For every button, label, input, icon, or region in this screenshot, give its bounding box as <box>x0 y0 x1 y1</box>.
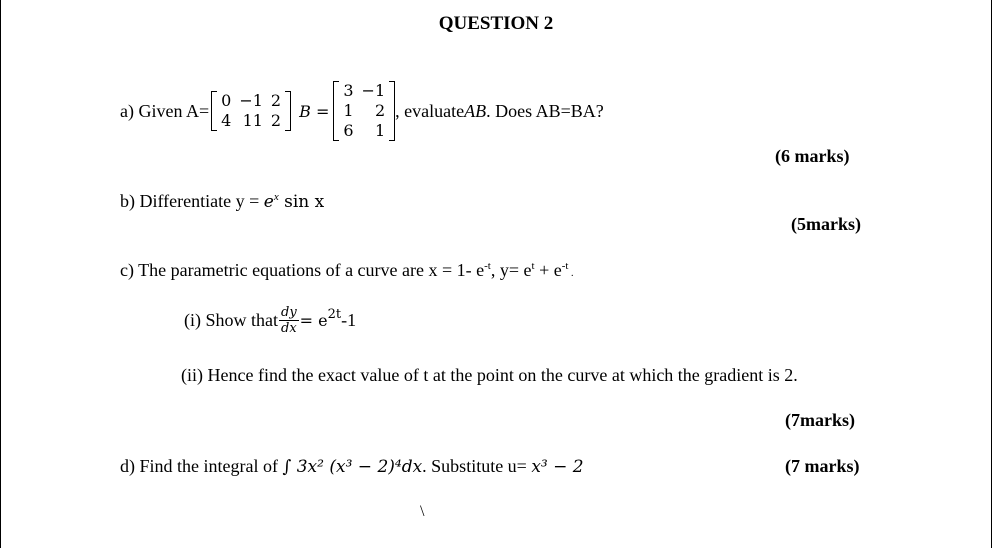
part-b-text: b) Differentiate y = <box>120 191 264 211</box>
part-c-sup1: -t <box>484 260 491 272</box>
part-b-marks: (5marks) <box>791 214 861 234</box>
matrix-b-cell: 1 <box>374 121 386 140</box>
matrix-b-cell: 1 <box>343 101 354 120</box>
matrix-a-right-bracket <box>285 91 291 131</box>
matrix-b-row <box>339 81 389 101</box>
part-c <box>120 260 573 281</box>
part-c-i <box>184 305 356 336</box>
part-d-marks: (7 marks) <box>785 456 860 476</box>
matrix-b-cell: 2 <box>374 101 386 120</box>
part-c-text2: , y= e <box>490 260 532 280</box>
part-c-sup3: -t <box>561 260 569 272</box>
part-a-text-pre: , evaluate <box>395 100 465 121</box>
part-d-integral: ∫ 3x² (x³ − 2)⁴dx <box>282 457 423 477</box>
matrix-a-row <box>217 91 285 111</box>
part-c-i-equation <box>299 307 342 330</box>
part-c-marks: (7marks) <box>785 410 855 430</box>
part-c-i-end: -1 <box>341 310 357 330</box>
matrix-a-cell: 0 <box>221 91 232 110</box>
part-b <box>120 191 324 212</box>
part-d-text2: . Substitute u= <box>422 456 532 476</box>
matrix-b-table <box>339 81 389 141</box>
question-title: QUESTION 2 <box>438 13 554 34</box>
matrix-a-cell: 11 <box>242 111 263 130</box>
part-c-text4: . <box>568 268 574 279</box>
matrix-b-cell: −1 <box>361 81 386 100</box>
part-a <box>120 78 604 144</box>
matrix-a-cell: 2 <box>270 111 282 130</box>
matrix-b <box>333 81 395 141</box>
part-d-text: d) Find the integral of <box>120 456 283 476</box>
part-c-text3: + e <box>534 260 562 280</box>
part-c-text: c) The parametric equations of a curve are x = 1- e <box>120 260 485 280</box>
matrix-b-cell: 6 <box>343 121 354 140</box>
matrix-a-table <box>217 91 285 131</box>
part-a-marks: (6 marks) <box>775 146 850 166</box>
part-c-i-sup: 2t <box>327 307 342 322</box>
part-a-ab: AB <box>464 100 487 121</box>
part-a-text-post: . Does AB=BA? <box>486 100 604 121</box>
part-a-prefix: a) Given A= <box>120 100 210 121</box>
matrix-a <box>211 91 291 131</box>
fraction-numerator: dy <box>281 305 297 320</box>
part-b-exponent: x <box>273 191 279 203</box>
matrix-a-cell: 2 <box>270 91 282 110</box>
part-b-sin: sin x <box>278 192 325 212</box>
matrix-a-cell: 4 <box>221 111 232 130</box>
part-d <box>120 456 584 477</box>
part-d-substitution: x³ − 2 <box>531 457 584 477</box>
stray-mark: \ <box>420 503 425 520</box>
part-c-ii: (ii) Hence find the exact value of t at the point on the curve at which the gradient is 2. <box>181 365 798 385</box>
matrix-b-row <box>339 121 389 141</box>
fraction-denominator: dx <box>281 321 297 336</box>
part-b-e: e <box>263 192 274 212</box>
matrix-b-row <box>339 101 389 121</box>
matrix-b-label: B = <box>299 101 330 121</box>
derivative-fraction <box>279 305 299 336</box>
matrix-b-cell: 3 <box>343 81 354 100</box>
part-c-i-text: (i) Show that <box>184 310 278 330</box>
part-c-sup2: t <box>531 260 535 272</box>
matrix-a-cell: −1 <box>239 91 263 110</box>
part-c-i-eq: = e <box>299 311 328 330</box>
matrix-a-row <box>217 111 285 131</box>
